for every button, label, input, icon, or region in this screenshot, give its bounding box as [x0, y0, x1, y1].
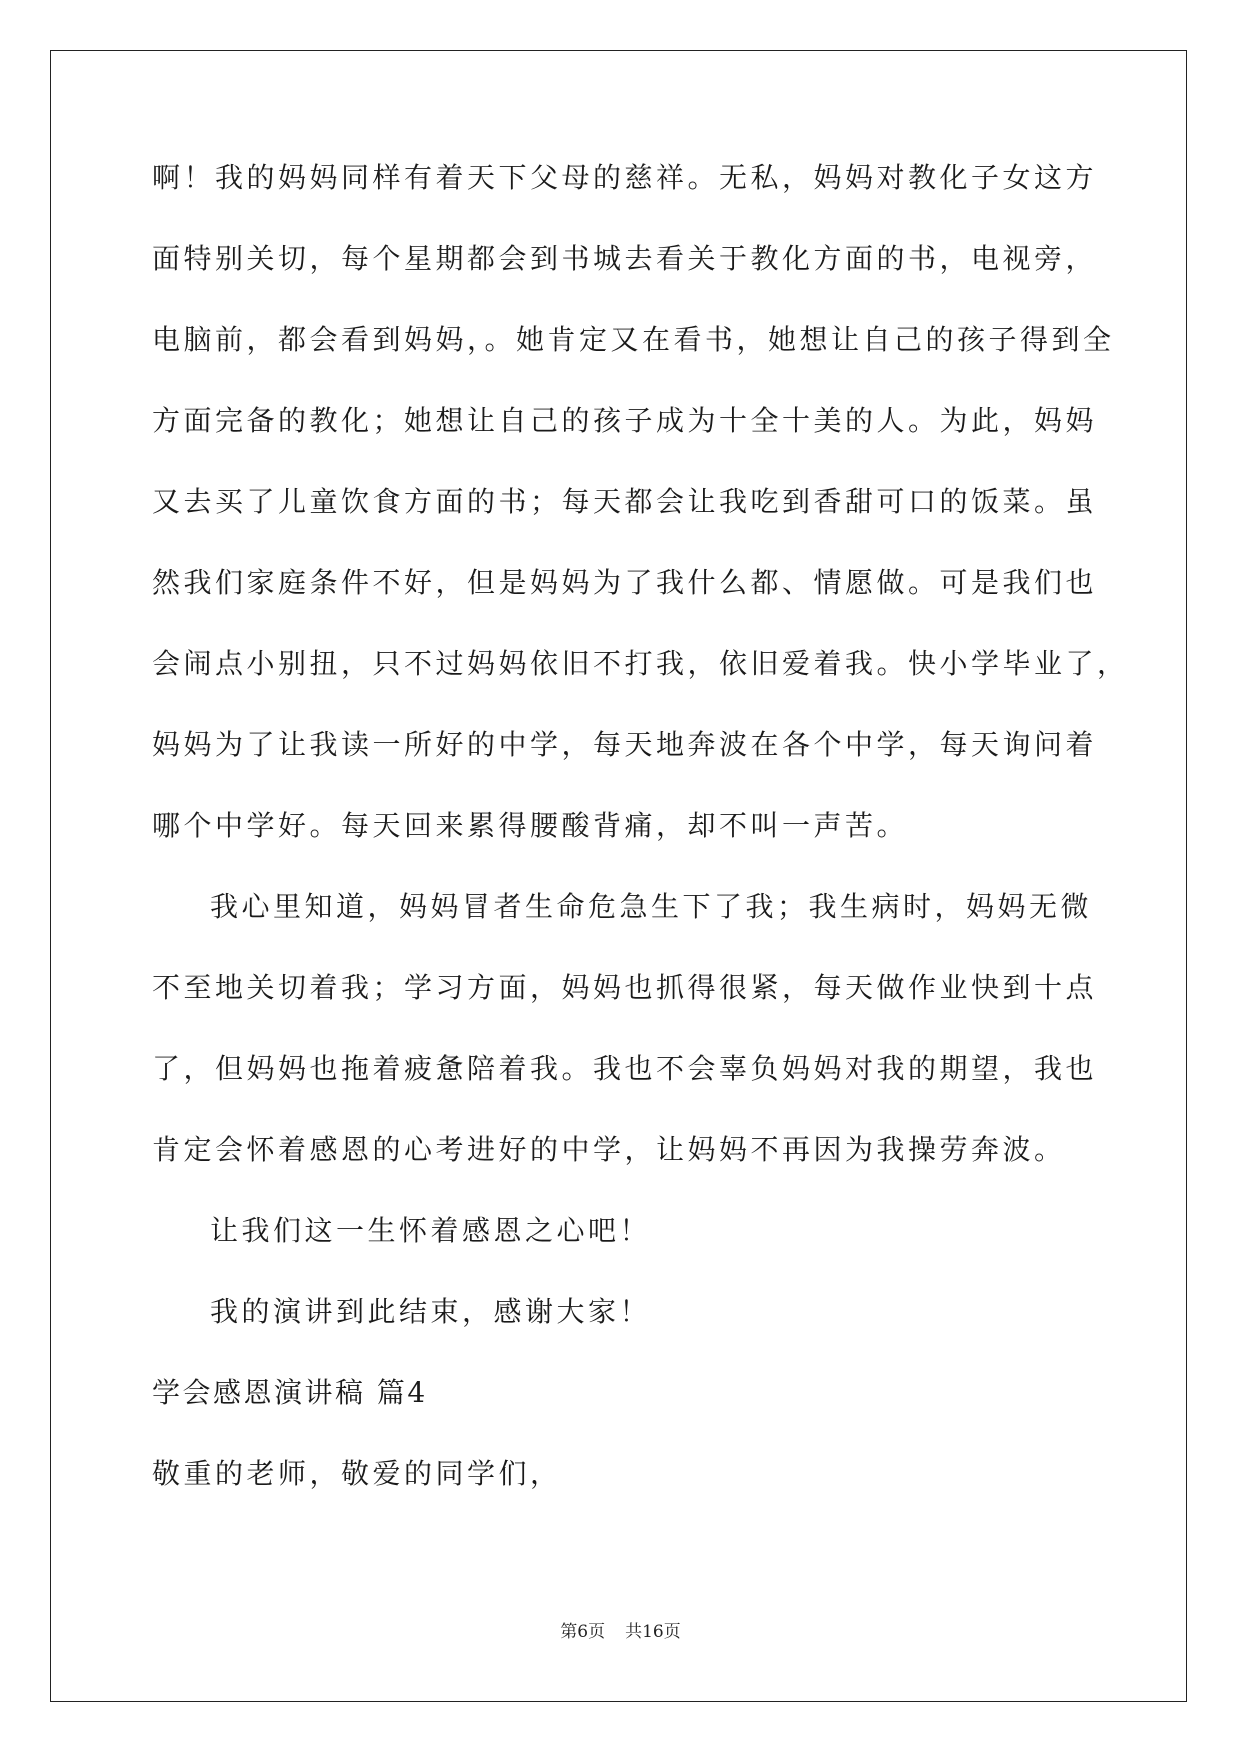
paragraph-line: 面特别关切，每个星期都会到书城去看关于教化方面的书，电视旁，: [152, 242, 1098, 275]
paragraph-line: 妈妈为了让我读一所好的中学，每天地奔波在各个中学，每天询问着: [152, 728, 1098, 761]
paragraph-line: 让我们这一生怀着感恩之心吧！: [210, 1214, 652, 1247]
paragraph-line: 肯定会怀着感恩的心考进好的中学，让妈妈不再因为我操劳奔波。: [152, 1133, 1066, 1166]
paragraph-line: 我心里知道，妈妈冒者生命危急生下了我；我生病时，妈妈无微: [210, 890, 1093, 923]
paragraph-line: 方面完备的教化；她想让自己的孩子成为十全十美的人。为此，妈妈: [152, 404, 1098, 437]
page-number: 第6页: [560, 1622, 606, 1642]
paragraph-line: 啊！我的妈妈同样有着天下父母的慈祥。无私，妈妈对教化子女这方: [152, 161, 1098, 194]
paragraph-line: 了，但妈妈也拖着疲惫陪着我。我也不会辜负妈妈对我的期望，我也: [152, 1052, 1098, 1085]
paragraph-line: 哪个中学好。每天回来累得腰酸背痛，却不叫一声苦。: [152, 809, 909, 842]
paragraph-line: 会闹点小别扭，只不过妈妈依旧不打我，依旧爱着我。快小学毕业了，: [152, 647, 1129, 680]
section-heading: 学会感恩演讲稿 篇4: [152, 1376, 428, 1409]
paragraph-line: 然我们家庭条件不好，但是妈妈为了我什么都、情愿做。可是我们也: [152, 566, 1098, 599]
document-body: [152, 160, 1129, 1537]
paragraph-line: 电脑前，都会看到妈妈，。她肯定又在看书，她想让自己的孩子得到全: [152, 323, 1115, 356]
salutation-line: 敬重的老师，敬爱的同学们，: [152, 1457, 562, 1490]
paragraph-line: 我的演讲到此结束，感谢大家！: [210, 1295, 652, 1328]
page-total: 共16页: [625, 1622, 681, 1642]
paragraph-line: 又去买了儿童饮食方面的书；每天都会让我吃到香甜可口的饭菜。虽: [152, 485, 1098, 518]
page-footer: [0, 1621, 1241, 1643]
paragraph-line: 不至地关切着我；学习方面，妈妈也抓得很紧，每天做作业快到十点: [152, 971, 1098, 1004]
